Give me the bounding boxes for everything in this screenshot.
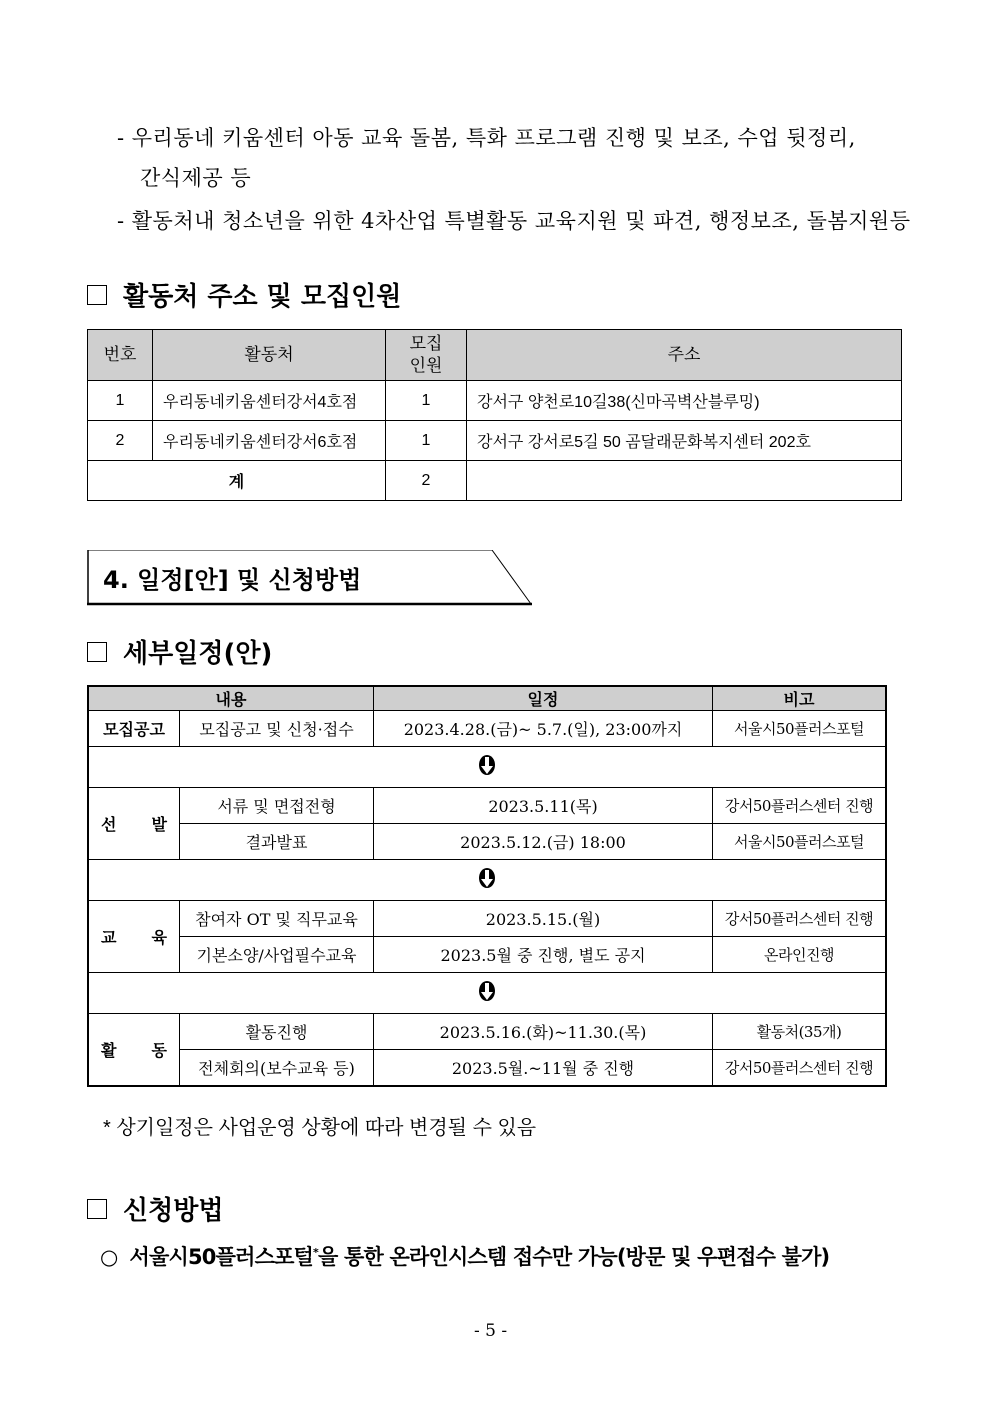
header-no: 번호 [88,330,153,381]
note-cell: 서울시50플러스포털 [713,824,887,860]
table-total-row [88,461,902,501]
note-cell: 활동처(35개) [713,1014,887,1050]
note-cell: 강서50플러스센터 진행 [713,901,887,937]
portal-name: 서울시50플러스포털 [129,1245,314,1269]
schedule-footnote: * 상기일정은 사업운영 상황에 따라 변경될 수 있음 [103,1117,537,1139]
table-row [88,381,902,421]
table-row [88,1014,886,1050]
cell-count: 1 [386,421,467,461]
category-char-1: 활 [101,1041,117,1060]
table-row [88,711,886,747]
down-arrow-circle-icon [478,754,496,776]
note-cell: 강서50플러스센터 진행 [713,1050,887,1087]
table-row [88,1050,886,1087]
apply-method-text: 을 통한 온라인시스템 접수만 가능(방문 및 우편접수 불가) [318,1245,830,1269]
category-cell [88,901,180,973]
note-cell: 강서50플러스센터 진행 [713,788,887,824]
section-4-banner [87,550,532,605]
table-row [88,788,886,824]
cell-no: 2 [88,421,153,461]
category-cell [88,788,180,860]
total-address [467,461,902,501]
date-cell: 2023.5.12.(금) 18:00 [374,824,713,860]
schedule-table [87,685,887,1087]
note-cell: 온라인진행 [713,937,887,973]
date-cell: 2023.5월.~11월 중 진행 [374,1050,713,1087]
section-title: 활동처 주소 및 모집인원 [123,282,402,312]
section-title: 신청방법 [123,1196,224,1226]
task-cell: 모집공고 및 신청·접수 [180,711,374,747]
cell-address: 강서구 양천로10길38(신마곡벽산블루밍) [467,381,902,421]
cell-no: 1 [88,381,153,421]
arrow-cell [88,973,886,1014]
arrow-cell [88,860,886,901]
section-4-title: 4. 일정[안] 및 신청방법 [103,566,362,594]
header-address: 주소 [467,330,902,381]
table-row [88,901,886,937]
date-cell: 2023.5.11(목) [374,788,713,824]
down-arrow-circle-icon [478,867,496,889]
cell-address: 강서구 강서로5길 50 곰달래문화복지센터 202호 [467,421,902,461]
header-date: 일정 [374,686,713,711]
total-count: 2 [386,461,467,501]
table-header-row [88,686,886,711]
section-heading-apply [87,1190,223,1227]
category-char-2: 발 [151,815,167,834]
checkbox-square-icon [87,642,107,662]
header-count-line1: 모집 [409,334,443,354]
category-char-1: 교 [101,928,117,947]
table-row [88,824,886,860]
category-cell [88,1014,180,1087]
date-cell: 2023.4.28.(금)~ 5.7.(일), 23:00까지 [374,711,713,747]
table-row [88,937,886,973]
arrow-cell [88,747,886,788]
cell-site: 우리동네키움센터강서4호점 [153,381,386,421]
date-cell: 2023.5.16.(화)~11.30.(목) [374,1014,713,1050]
category-char-1: 선 [101,815,117,834]
header-count-line2: 인원 [409,356,443,376]
intro-bullet-1: - 우리동네 키움센터 아동 교육 돌봄, 특화 프로그램 진행 및 보조, 수업 뒷정리, [117,126,856,150]
task-cell: 참여자 OT 및 직무교육 [180,901,374,937]
cell-count: 1 [386,381,467,421]
down-arrow-circle-icon [478,980,496,1002]
category-char-2: 육 [151,928,167,947]
category-cell: 모집공고 [88,711,180,747]
task-cell: 전체회의(보수교육 등) [180,1050,374,1087]
section-title: 세부일정(안) [123,639,273,669]
category-char-2: 동 [151,1041,167,1060]
task-cell: 기본소양/사업필수교육 [180,937,374,973]
date-cell: 2023.5월 중 진행, 별도 공지 [374,937,713,973]
table-row [88,421,902,461]
checkbox-square-icon [87,1199,107,1219]
task-cell: 활동진행 [180,1014,374,1050]
footnote-marker: * [313,1246,318,1259]
header-site: 활동처 [153,330,386,381]
apply-method-line [100,1241,829,1271]
task-cell: 서류 및 면접전형 [180,788,374,824]
section-heading-schedule [87,633,272,670]
table-header-row [88,330,902,381]
page-number: - 5 - [474,1321,508,1341]
arrow-row [88,860,886,901]
task-cell: 결과발표 [180,824,374,860]
sites-table [87,329,902,501]
header-content: 내용 [88,686,374,711]
intro-bullet-1-cont: 간식제공 등 [140,166,252,190]
header-note: 비고 [713,686,887,711]
arrow-row [88,973,886,1014]
arrow-row [88,747,886,788]
section-heading-sites [87,276,401,313]
cell-site: 우리동네키움센터강서6호점 [153,421,386,461]
header-count [386,330,467,381]
note-cell: 서울시50플러스포털 [713,711,887,747]
checkbox-square-icon [87,285,107,305]
intro-bullet-2: - 활동처내 청소년을 위한 4차산업 특별활동 교육지원 및 파견, 행정보조, 돌봄지원등 [117,209,911,233]
circle-bullet-icon: ○ [100,1245,118,1269]
date-cell: 2023.5.15.(월) [374,901,713,937]
total-label: 계 [88,461,386,501]
